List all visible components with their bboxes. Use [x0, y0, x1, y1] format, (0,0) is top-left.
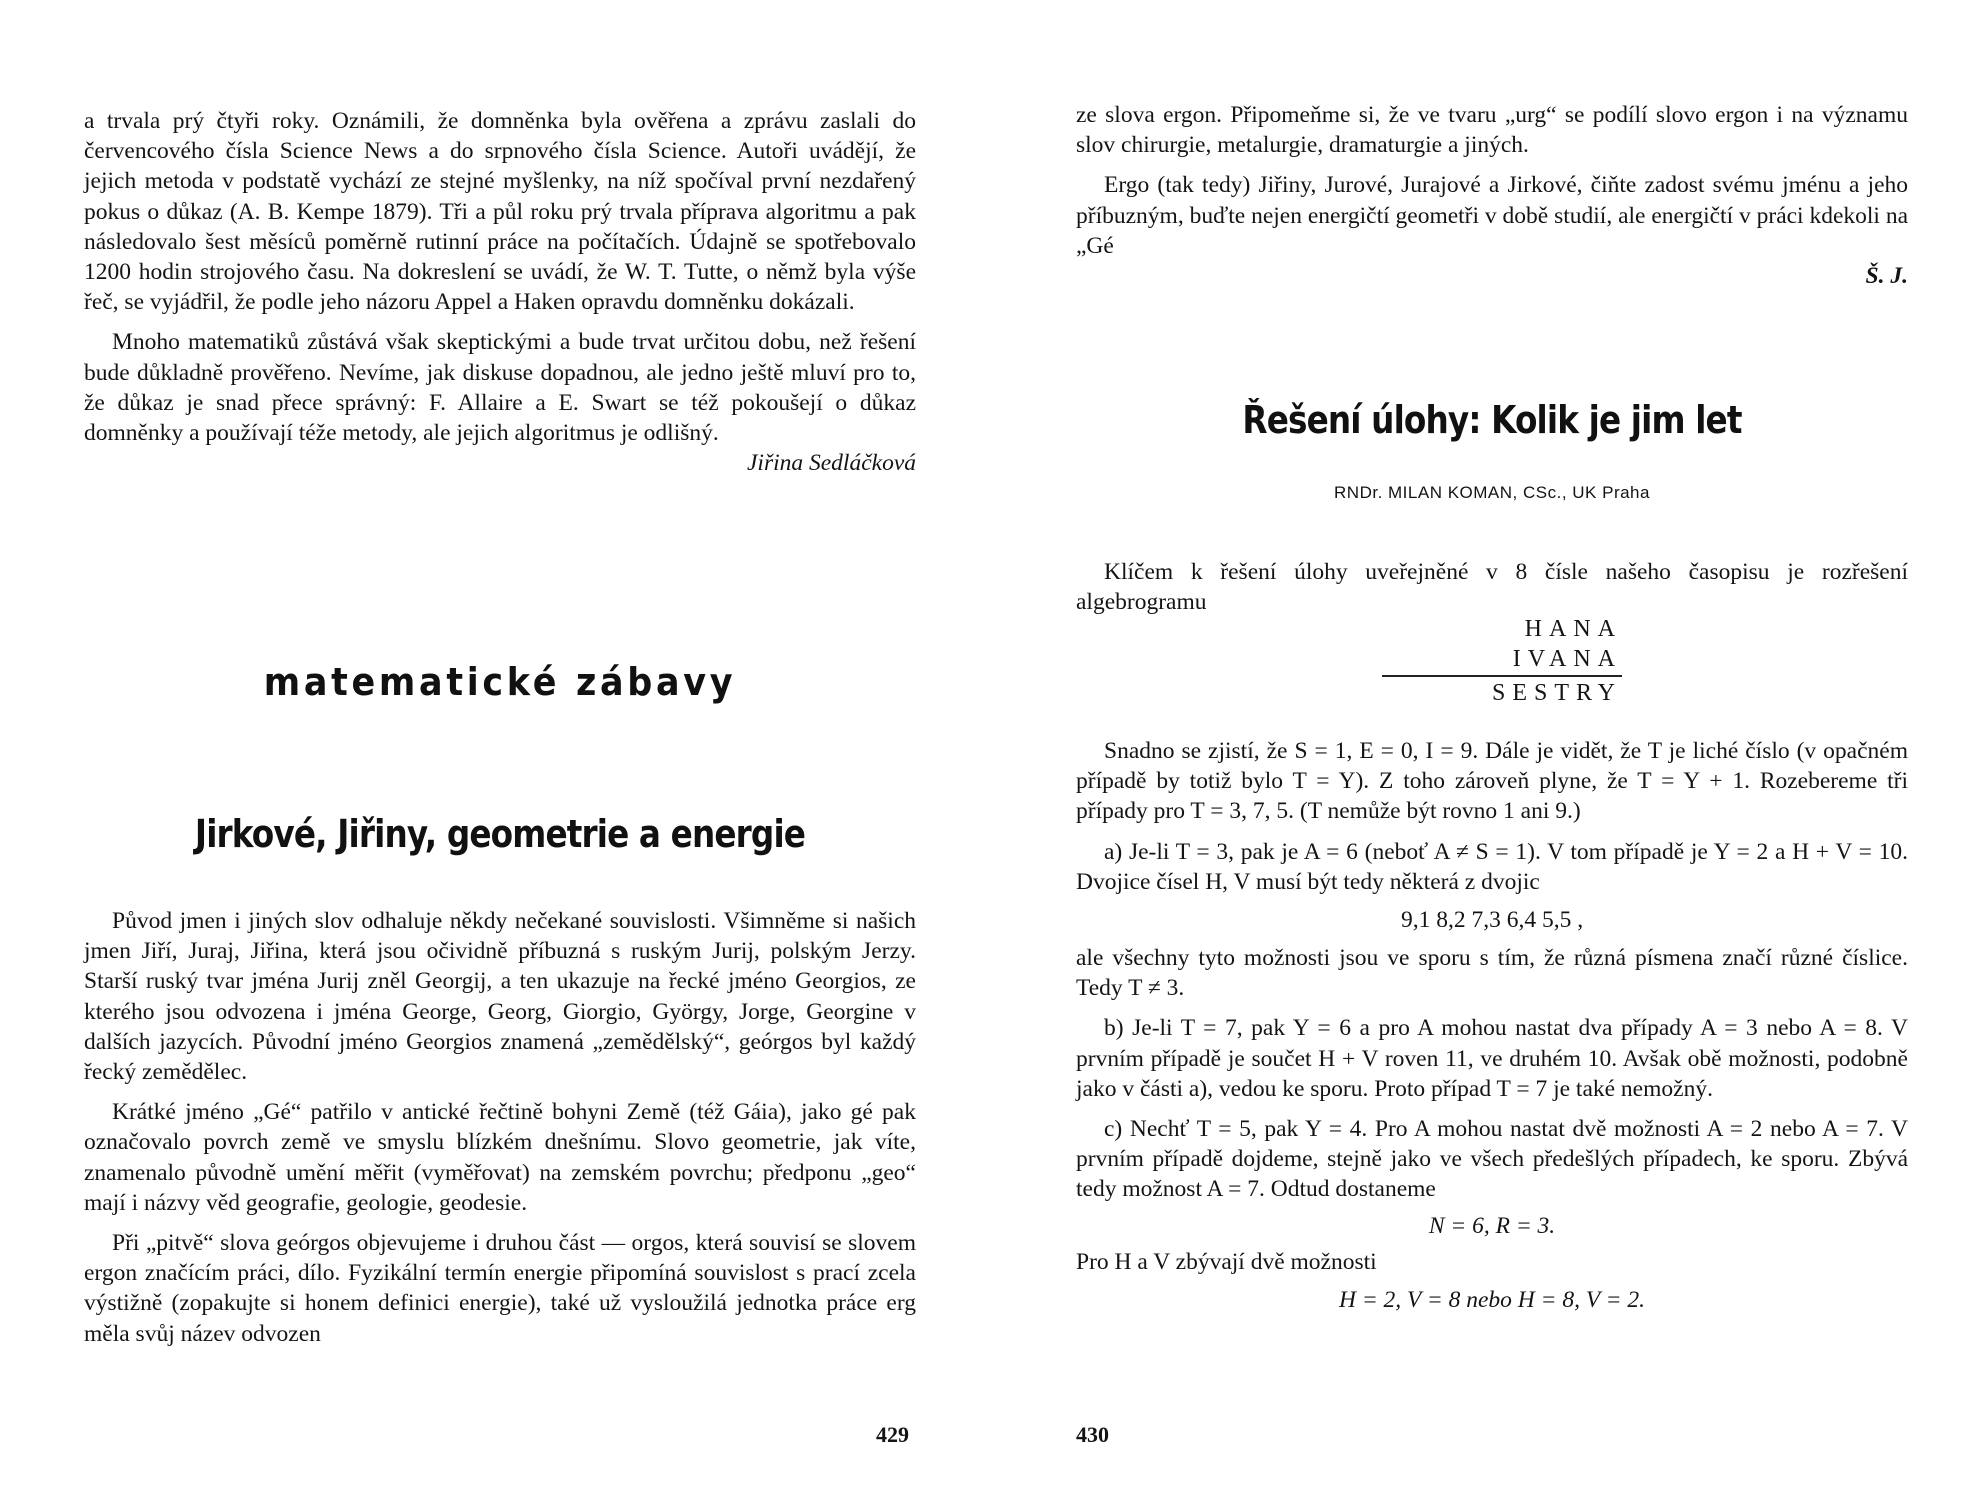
- right-column-top: [1076, 100, 1908, 291]
- algebrogram-row: IVANA: [1512, 646, 1622, 672]
- section-title-block: [84, 660, 916, 704]
- section-title: matematické zábavy: [263, 660, 737, 704]
- algebrogram: [1382, 614, 1622, 708]
- signature-sedlackova: Jiřina Sedláčková: [746, 450, 916, 477]
- left-column: [84, 106, 916, 478]
- for-hv-line: Pro H a V zbývají dvě možnosti: [1076, 1248, 1377, 1275]
- case-a: a) Je-li T = 3, pak je A = 6 (neboť A ≠ S = 1). V tom případě je Y = 2 a H + V = 10. Dvojice čísel H, V musí být tedy některá z dvojic: [1076, 838, 1908, 895]
- paragraph-1: Snadno se zjistí, že S = 1, E = 0, I = 9. Dále je vidět, že T je liché číslo (v opačném případě by totiž bylo T = Y). Z toho zároveň plyne, že T = Y + 1. Rozebereme tři případy pro T = 3, 7, 5. (T nemůže být rovno 1 ani 9.): [1076, 738, 1908, 825]
- algebrogram-row: HANA: [1524, 616, 1622, 642]
- solution-body: [1076, 736, 1908, 1315]
- intro-paragraph: a trvala prý čtyři roky. Oznámili, že domněnka byla ověřena a zprávu zaslali do červencového čísla Science News a do srpnového čísla Science. Autoři uvádějí, že jejich metoda v podstatě vychází ze stejné myšlenky, na níž spočíval první nezdařený pokus o důkaz (A. B. Kempe 1879). Tři a půl roku prý trvala příprava algoritmu a pak následovalo šest měsíců poměrně rutinní práce na počítačích. Údajně se spotřebovalo 1200 hodin strojového času. Na dokreslení se uvádí, že W. T. Tutte, o němž byla výše řeč, se vyjádřil, že podle jeho názoru Appel a Haken opravdu domněnku dokázali.: [84, 108, 916, 316]
- equation-nr: N = 6, R = 3.: [1428, 1212, 1556, 1239]
- article-paragraph: Původ jmen i jiných slov odhaluje někdy nečekané souvislosti. Všimněme si našich jmen Jiří, Juraj, Jiřina, která jsou očividně příbuzná s ruským Jurij, polským Jerzy. Starší ruský tvar jména Jurij zněl Georgij, a ten ukazuje na řecké jméno Georgios, ze kterého jsou odvozena i jména George, Georg, Giorgio, György, Jorge, Georgine v dalších jazycích. Původní jméno Georgios znamená „zemědělský“, geórgos byl každý řecký zemědělec.: [84, 908, 916, 1086]
- signature-sj: Š. J.: [1865, 263, 1908, 290]
- solution-intro: Klíčem k řešení úlohy uveřejněné v 8 čísle našeho časopisu je rozřešení algebrogramu: [1076, 559, 1908, 616]
- second-paragraph: Mnoho matematiků zůstává však skeptickými a bude trvat určitou dobu, než řešení bude důkladně prověřeno. Nevíme, jak diskuse dopadnou, ale jedno ještě mluví pro to, že důkaz je snad přece správný: F. Allaire a E. Swart se též pokoušejí o důkaz domněnky a používají téže metody, ale jejich algoritmus je odlišný.: [84, 329, 916, 447]
- case-b: b) Je-li T = 7, pak Y = 6 a pro A mohou nastat dva případy A = 3 nebo A = 8. V prvním případě je součet H + V roven 11, ve druhém 10. Avšak obě možnosti, podobně jako v části a), vedou ke sporu. Proto případ T = 7 je také nemožný.: [1076, 1015, 1908, 1102]
- article-title: Jirkové, Jiřiny, geometrie a energie: [194, 812, 806, 856]
- closing-paragraph: Ergo (tak tedy) Jiřiny, Jurové, Jurajové a Jirkové, čiňte zadost svému jménu a jeho příbuzným, buďte nejen energičtí geometři v době studií, ale energičtí v práci kdekoli na „Gé: [1076, 172, 1909, 259]
- page-number: 429: [876, 1422, 909, 1447]
- page-number: 430: [1076, 1422, 1109, 1447]
- final-options: H = 2, V = 8 nebo H = 8, V = 2.: [1338, 1286, 1646, 1313]
- sum-rule: [1382, 675, 1622, 677]
- algebrogram-block: [1076, 614, 1908, 710]
- case-c: c) Nechť T = 5, pak Y = 4. Pro A mohou nastat dvě možnosti A = 2 nebo A = 7. V prvním případě dojdeme, stejně jako ve všech předešlých případech, ke sporu. Zbývá tedy možnost A = 7. Odtud dostaneme: [1076, 1116, 1908, 1203]
- solution-intro-block: [1076, 557, 1908, 617]
- continuation-paragraph: ze slova ergon. Připomeňme si, že ve tvaru „urg“ se podílí slovo ergon i na významu slov chirurgie, metalurgie, dramaturgie a jiných.: [1076, 102, 1908, 159]
- pairs-line: 9,1 8,2 7,3 6,4 5,5 ,: [1400, 907, 1584, 934]
- algebrogram-result: SESTRY: [1491, 680, 1622, 706]
- author-block: [1076, 483, 1908, 503]
- right-page: [990, 0, 1980, 1500]
- article-title-block: [84, 812, 916, 856]
- article-paragraph: Krátké jméno „Gé“ patřilo v antické řečtině bohyni Země (též Gáia), jako gé pak označovalo povrch země ve smyslu blízkém dnešnímu. Slovo geometrie, jak víte, znamenalo původně umění měřit (vyměřovat) na zemském povrchu; předponu „geo“ mají i názvy věd geografie, geologie, geodesie.: [84, 1099, 916, 1216]
- article-paragraph: Při „pitvě“ slova geórgos objevujeme i druhou část — orgos, která souvisí se slovem ergon značícím práci, dílo. Fyzikální termín energie připomíná souvislost s prací zcela výstižně (zopakujte si honem definici energie), také už vysloužilá jednotka práce erg měla svůj název odvozen: [84, 1230, 916, 1347]
- case-a-end: ale všechny tyto možnosti jsou ve sporu s tím, že různá písmena značí různé číslice. Tedy T ≠ 3.: [1076, 945, 1908, 1002]
- solution-title-block: [1076, 398, 1908, 442]
- article-body: [84, 906, 916, 1349]
- solution-title: Řešení úlohy: Kolik je jim let: [1242, 398, 1742, 442]
- author-line: RNDr. MILAN KOMAN, CSc., UK Praha: [1334, 483, 1650, 502]
